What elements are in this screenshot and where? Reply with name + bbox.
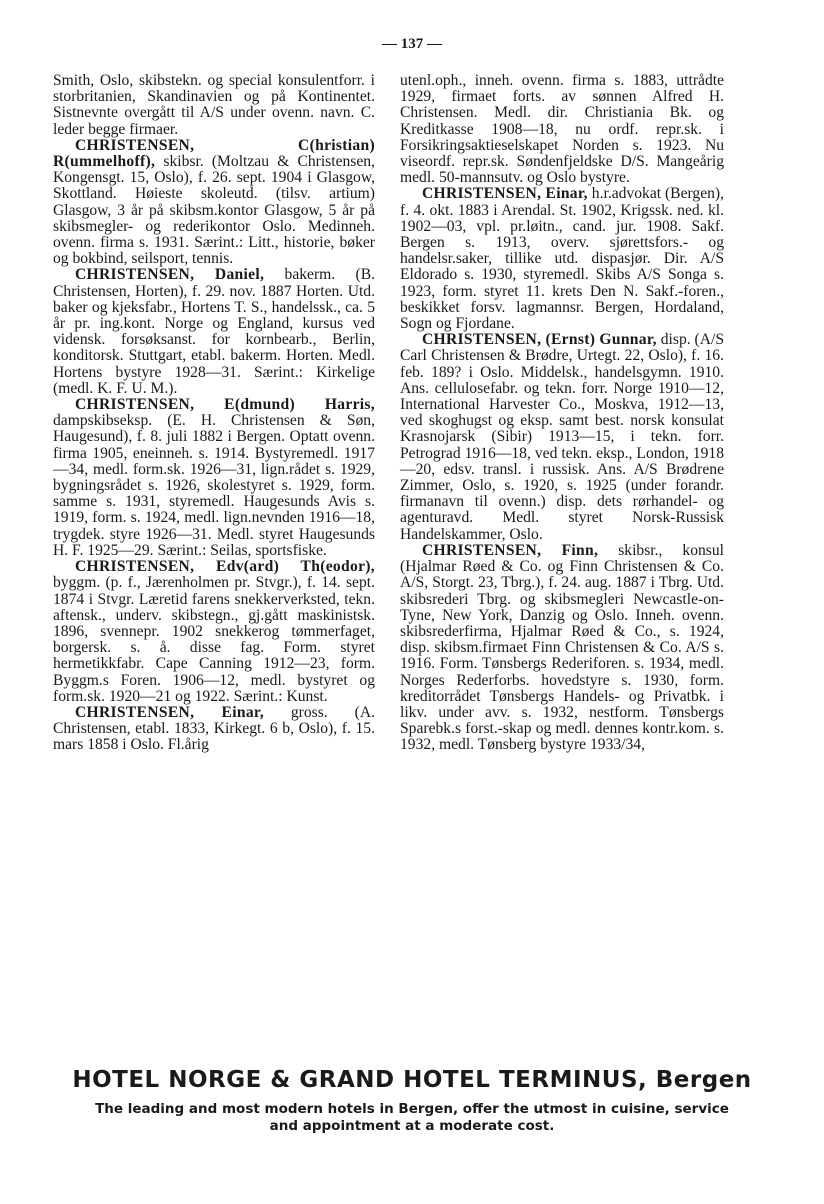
entry-christensen-christian [53, 138, 375, 268]
entry-continuation [53, 73, 375, 138]
entry-continuation [400, 73, 724, 186]
entry-heading: CHRISTENSEN, Einar, [422, 185, 588, 203]
entry-text: utenl.oph., inneh. ovenn. firma s. 1883, uttrådte 1929, firmaet forts. av sønnen Alfred H. Christensen. Medl. dir. Christiania Bk. og Kreditkasse 1908—18, nu ordf. repr.sk. i Forsikringsaktieselskapet Norden s. 1923. Nu viseordf. repr.sk. Søndenfjeldske D/S. Mangeårig medl. 50-mannsutv. og Oslo bystyre. [400, 72, 724, 187]
entry-text: dampskibseksp. (E. H. Christensen & Søn, Haugesund), f. 8. juli 1882 i Bergen. Optatt ovenn. firma 1905, eneinneh. s. 1914. Bystyremedl. 1917—34, medl. form.sk. 1926—31, lign.rådet s. 1929, bygningsrådet s. 1926, skolestyret s. 1929, form. samme s. 1931, styremedl. Haugesunds Avis s. 1919, form. s. 1924, medl. lign.nevnden 1916—18, trygdek. styre 1926—31. Medl. styret Haugesunds H. F. 1925—29. Særint.: Seilas, sportsfiske. [53, 412, 375, 559]
entry-text: bakerm. (B. Christensen, Horten), f. 29. nov. 1887 Horten. Utd. baker og kjeksfabr., Hortens T. S., handelssk., ca. 5 år pr. ing.kont. Norge og England, kursus ved vidensk. forsøksanst. for kornbearb., Berlin, konditorsk. Stuttgart, etabl. bakerm. Horten. Medl. Hortens bystyre 1928—31. Særint.: Kirkelige (medl. K. F. U. M.). [53, 266, 375, 397]
entry-text: byggm. (p. f., Jærenholmen pr. Stvgr.), f. 14. sept. 1874 i Stvgr. Læretid farens snekkerverksted, tekn. aftensk., underv. skibstegn., gj.gått maskinistsk. 1896, svennepr. 1902 snekkerog tømmerfaget, borgersk. s. å. disse fag. Form. styret hermetikkfabr. Cape Canning 1912—23, form. Byggm.s Foren. 1906—12, medl. bystyret og form.sk. 1920—21 og 1922. Særint.: Kunst. [53, 574, 375, 705]
entry-heading: CHRISTENSEN, Einar, [75, 703, 264, 721]
entry-text: disp. (A/S Carl Christensen & Brødre, Urtegt. 22, Oslo), f. 16. feb. 189? i Oslo. Middelsk., handelsgymn. 1910. Ans. cellulosefabr. og tekn. forr. Norge 1910—12, International Harvester Co., Moskva, 1912—13, ved skoghugst og eksp. samt best. norsk konsulat Krasnojarsk (Sibir) 1913—15, i tekn. forr. Petrograd 1916—18, ved tekn. eksp., London, 1918—20, edsv. transl. i russisk. Ans. A/S Brødrene Zimmer, Oslo, s. 1920, s. 1925 (under forandr. firmanavn til ovenn.) disp. dets rørhandel- og agenturavd. Medl. styret Norsk-Russisk Handelskammer, Oslo. [400, 331, 725, 543]
entry-text: skibsr. (Moltzau & Christensen, Kongensgt. 15, Oslo), f. 26. sept. 1904 i Glasgow, Skottland. Høieste skoleutd. (tilsv. artium) Glasgow, 3 år på skibsm.kontor Glasgow, 5 år på skibsmegler- og rederikontor Oslo. Medinneh. ovenn. firma s. 1931. Særint.: Litt., historie, bøker og bokbind, seilsport, tennis. [53, 153, 375, 268]
page-number: — 137 — [382, 36, 442, 52]
advertisement-title: HOTEL NORGE & GRAND HOTEL TERMINUS, Bergen [72, 1067, 752, 1093]
left-column [53, 73, 375, 754]
advertisement-subtitle: The leading and most modern hotels in Bergen, offer the utmost in cuisine, service and appointment at a moderate cost. [95, 1101, 729, 1134]
entry-christensen-edmund [53, 397, 375, 559]
entry-text: gross. (A. Christensen, etabl. 1833, Kirkegt. 6 b, Oslo), f. 15. mars 1858 i Oslo. Fl.årig [53, 703, 375, 754]
entry-heading: CHRISTENSEN, Finn, [422, 541, 599, 559]
entry-christensen-daniel [53, 267, 375, 397]
entry-heading: CHRISTENSEN, Daniel, [75, 266, 265, 284]
entry-text: Smith, Oslo, skibstekn. og special konsulentforr. i storbritanien, Skandinavien og på Kontinentet. Sistnevnte overgått til A/S under ovenn. navn. C. leder begge firmaer. [53, 72, 375, 138]
entry-heading: CHRISTENSEN, (Ernst) Gunnar, [422, 331, 657, 349]
entry-christensen-finn [400, 543, 724, 754]
entry-text: h.r.advokat (Bergen), f. 4. okt. 1883 i Arendal. St. 1902, Krigssk. ned. kl. 1902—03, vpl. pr.løitn., cand. jur. 1908. Sakf. Bergen s. 1913, overv. sjørettsfors.- og handelsr.saker, tillike utd. dispasjør. Dir. A/S Eldorado s. 1930, styremedl. Skibs A/S Songa s. 1923, form. styret 11. krets Den N. Sakf.-foren., beskikket forsv. lagmannsr. Bergen, Hordaland, Sogn og Fjordane. [400, 185, 725, 333]
entry-text: skibsr., konsul (Hjalmar Røed & Co. og Finn Christensen & Co. A/S, Storgt. 23, Tbrg.), f. 24. aug. 1887 i Tbrg. Utd. skibsrederi Tbrg. og skibsmegleri Newcastle-on-Tyne, New York, Danzig og Oslo. Inneh. ovenn. skibsrederfirma, Hjalmar Røed & Co., s. 1924, disp. skibsm.firmaet Finn Christensen & Co. A/S s. 1916. Form. Tønsbergs Rederiforen. s. 1934, medl. Norges Rederforbs. hovedstyre s. 1930, form. kreditorrådet Tønsbergs Handels- og Privatbk. i likv. under avv. s. 1932, nestform. Tønsbergs Sparebk.s forst.-skap og medl. dennes kontr.kom. s. 1932, medl. Tønsberg bystyre 1933/34, [400, 541, 724, 754]
entry-christensen-einar-gross [53, 705, 375, 754]
hotel-advertisement [0, 1067, 824, 1135]
entry-christensen-einar-advokat [400, 186, 724, 332]
right-column [400, 73, 724, 754]
entry-christensen-gunnar [400, 332, 724, 543]
entry-christensen-edvard [53, 559, 375, 705]
entry-heading: CHRISTENSEN, E(dmund) Harris, [75, 396, 375, 414]
entry-heading: CHRISTENSEN, Edv(ard) Th(eodor), [75, 558, 375, 576]
entry-heading: CHRISTENSEN, C(hristian) R(ummelhoff), [53, 136, 375, 171]
